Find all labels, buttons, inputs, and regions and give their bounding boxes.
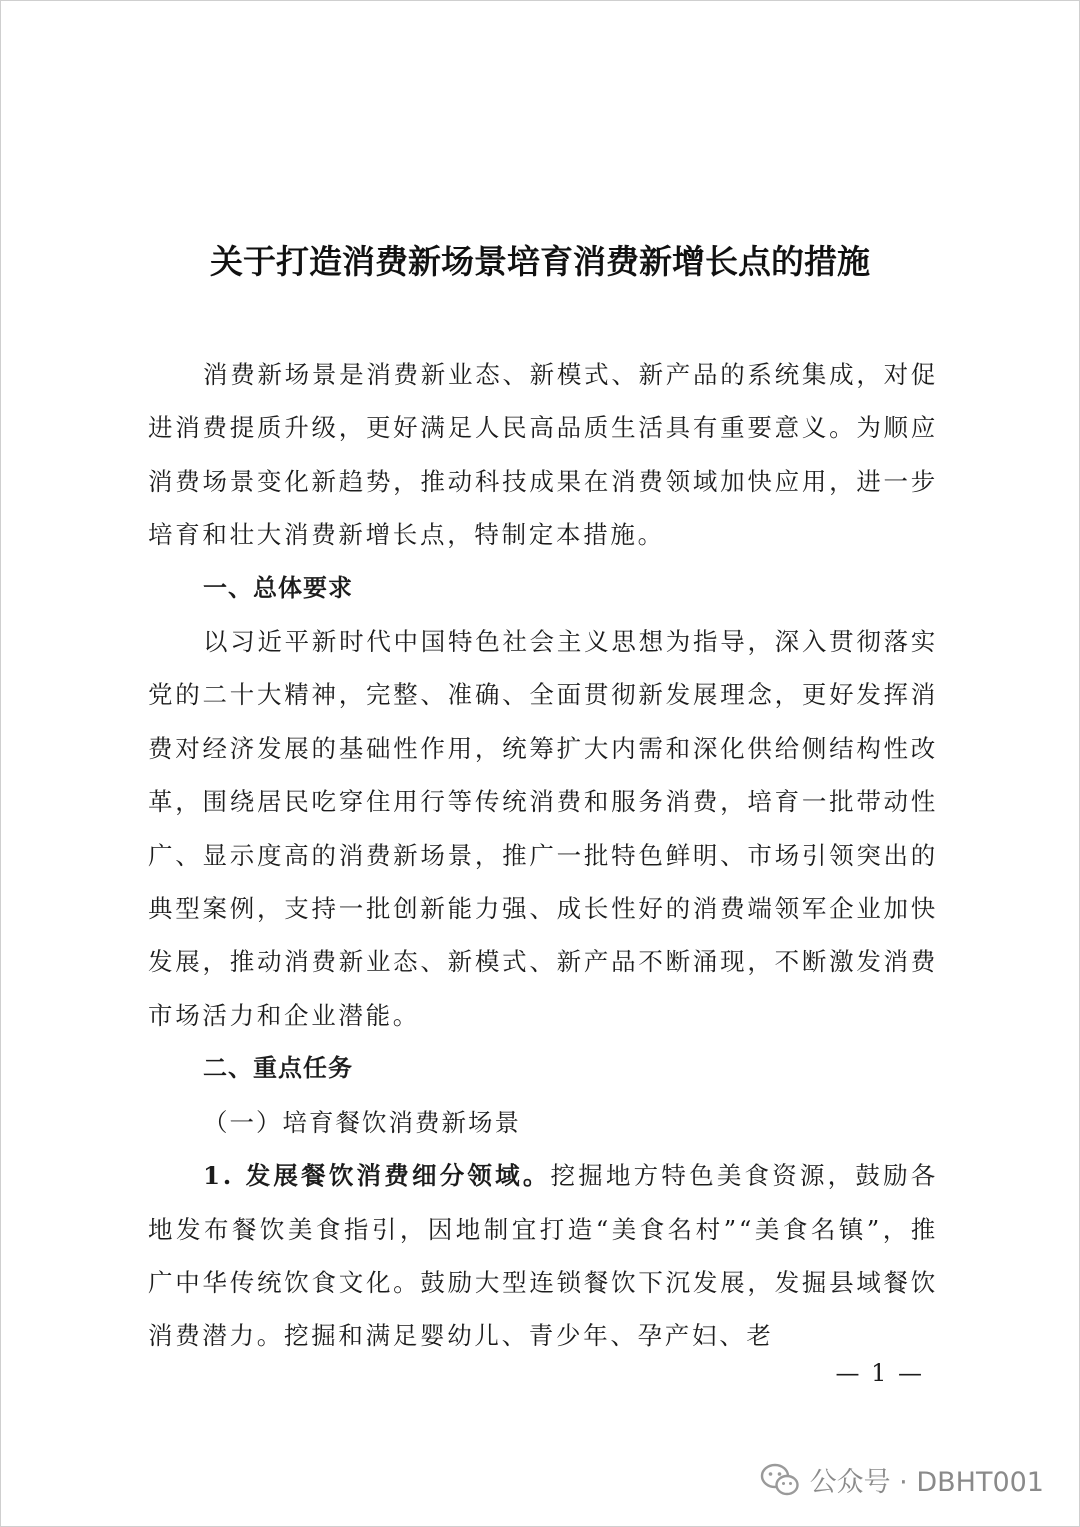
watermark-text: 公众号 · DBHT001 [809,1467,1044,1498]
general-requirements-paragraph: 以习近平新时代中国特色社会主义思想为指导，深入贯彻落实党的二十大精神，完整、准确、全面贯彻新发展理念，更好发挥消费对经济发展的基础性作用，统筹扩大内需和深化供给侧结构性改革，围绕居民吃穿住用行等传统消费和服务消费，培育一批带动性广、显示度高的消费新场景，推广一批特色鲜明、市场引领突出的典型案例，支持一批创新能力强、成长性好的消费端领军企业加快发展，推动消费新业态、新模式、新产品不断涌现，不断激发消费市场活力和企业潜能。 [148,627,938,1030]
watermark [760,1460,1044,1499]
page-number: — 1 — [835,1359,924,1387]
wechat-icon [760,1463,800,1497]
intro-paragraph: 消费新场景是消费新业态、新模式、新产品的系统集成，对促进消费提质升级，更好满足人民高品质生活具有重要意义。为顺应消费场景变化新趋势，推动科技成果在消费领域加快应用，进一步培育和壮大消费新增长点，特制定本措施。 [148,360,938,550]
section-heading-general-requirements: 一、总体要求 [203,573,353,602]
catering-item-text: 挖掘地方特色美食资源，鼓励各地发布餐饮美食指引，因地制宜打造“美食名村”“美食名镇”，推广中华传统饮食文化。鼓励大型连锁餐饮下沉发展，发掘县域餐饮消费潜力。挖掘和满足婴幼儿、青少年、孕产妇、老 [148,1161,938,1351]
document-title: 关于打造消费新场景培育消费新增长点的措施 [210,242,870,281]
subsection-heading-catering: （一）培育餐饮消费新场景 [203,1107,521,1137]
section-heading-key-tasks: 二、重点任务 [203,1054,353,1083]
document-body [148,348,938,1363]
catering-item-lead: 1. 发展餐饮消费细分领域。 [203,1161,551,1191]
catering-item-paragraph [148,1149,938,1363]
